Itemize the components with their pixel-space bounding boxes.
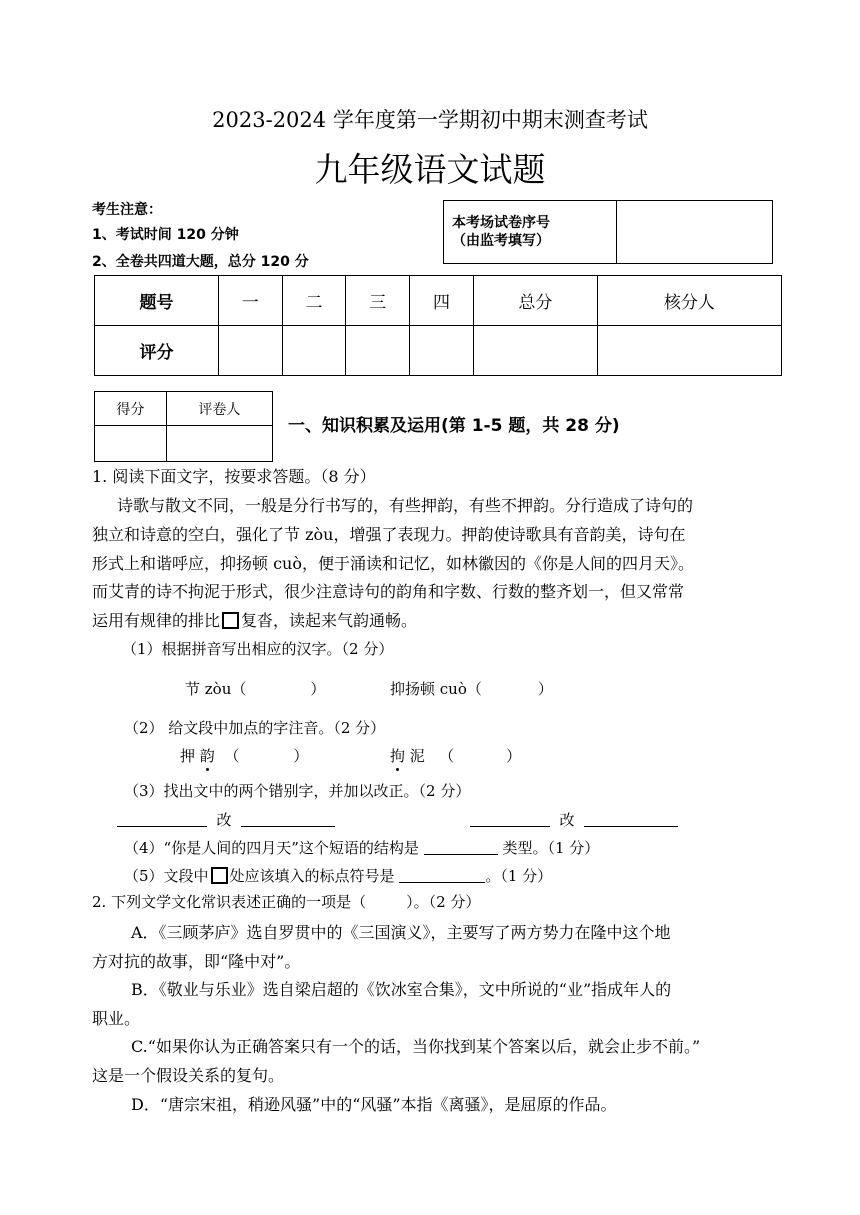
option-line: 这是一个假设关系的复句。 xyxy=(92,1066,285,1085)
sub-question xyxy=(124,838,599,858)
notice-item: 1、考试时间 120 分钟 xyxy=(92,227,239,243)
exam-subtitle: 2023-2024 学年度第一学期初中期末测查考试 xyxy=(212,108,648,132)
sub-question: （3）找出文中的两个错别字，并加以改正。（2 分） xyxy=(124,782,471,800)
option-line: B．《敬业与乐业》选自梁启超的《饮冰室合集》，文中所说的“业”指成年人的 xyxy=(131,980,672,999)
sub-question: （2） 给文段中加点的字注音。（2 分） xyxy=(124,719,386,737)
word-char: 泥 xyxy=(409,747,425,765)
question-stem-text: 2. 下列文学文化常识表述正确的一项是（ xyxy=(92,893,367,911)
paren-close: ） xyxy=(506,747,522,765)
paren-close: ） xyxy=(310,680,326,698)
page-title: 九年级语文试题 xyxy=(314,150,546,189)
notice-item: 2、全卷共四道大题，总分 120 分 xyxy=(92,254,309,270)
dotted-char: 韵 xyxy=(199,747,215,765)
passage-line: 独立和诗意的空白，强化了节 zòu，增强了表现力。押韵使诗歌具有音韵美，诗句在 xyxy=(92,525,686,544)
option-line: D．“唐宗宋祖，稍逊风骚”中的“风骚”本指《离骚》，是屈原的作品。 xyxy=(131,1095,617,1114)
passage-line-text: 运用有规律的排比 xyxy=(92,611,221,630)
score-cell[interactable] xyxy=(597,326,781,376)
pinyin-item xyxy=(185,679,325,699)
pinyin-label: 抑扬顿 cuò（ xyxy=(390,680,482,698)
answer-blank[interactable] xyxy=(117,826,207,827)
dotted-char: 拘 xyxy=(390,747,406,765)
option-line: C.“如果你认为正确答案只有一个的话，当你找到某个答案以后，就会止步不前。” xyxy=(131,1037,701,1056)
seat-number-field[interactable] xyxy=(617,201,773,264)
section-heading: 一、知识积累及运用(第 1-5 题，共 28 分) xyxy=(288,416,620,436)
answer-blank[interactable] xyxy=(399,882,485,883)
score-table-column: 总分 xyxy=(473,276,597,326)
passage-line: 诗歌与散文不同，一般是分行书写的，有些押韵，有些不押韵。分行造成了诗句的 xyxy=(117,496,694,515)
seat-number-label xyxy=(444,201,617,264)
option-line: 方对抗的故事，即“隆中对”。 xyxy=(92,952,301,971)
paren-open: （ xyxy=(224,747,240,765)
gai-label: 改 xyxy=(216,811,232,829)
score-table-column: 四 xyxy=(410,276,474,326)
paren-open: （ xyxy=(439,747,455,765)
paren-close: ） xyxy=(293,747,309,765)
question-stem: 1. 阅读下面文字，按要求答题。（8 分） xyxy=(92,467,376,486)
score-cell[interactable] xyxy=(218,326,282,376)
gai-label: 改 xyxy=(559,811,575,829)
score-table-column: 二 xyxy=(282,276,346,326)
blank-box xyxy=(211,867,228,884)
score-table-row-label: 评分 xyxy=(95,326,219,376)
sub-question-text: （5）文段中 xyxy=(124,867,209,885)
sub-question-text: 类型。（1 分） xyxy=(502,839,600,857)
score-table-column: 核分人 xyxy=(597,276,781,326)
seat-number-box xyxy=(443,200,773,264)
word-char: 押 xyxy=(180,747,196,765)
grader-box xyxy=(94,391,273,462)
score-cell[interactable] xyxy=(410,326,474,376)
option-line: 职业。 xyxy=(92,1009,141,1028)
passage-line: 形式上和谐呼应，抑扬顿 cuò，便于涌读和记忆，如林徽因的《你是人间的四月天》。 xyxy=(92,554,694,573)
grader-box-grader-field[interactable] xyxy=(166,426,272,462)
passage-line: 而艾青的诗不拘泥于形式，很少注意诗句的韵角和字数、行数的整齐划一，但又常常 xyxy=(92,582,685,601)
correction-row xyxy=(117,810,335,830)
answer-blank[interactable] xyxy=(241,826,335,827)
question-stem xyxy=(92,892,480,912)
score-table xyxy=(94,275,782,376)
sub-question xyxy=(124,866,552,886)
passage-line xyxy=(92,610,417,632)
score-cell[interactable] xyxy=(282,326,346,376)
paren-close: ） xyxy=(537,680,553,698)
sub-question: （1）根据拼音写出相应的汉字。（2 分） xyxy=(122,640,394,658)
pinyin-item xyxy=(390,679,553,699)
grader-box-score-label: 得分 xyxy=(95,392,167,426)
score-cell[interactable] xyxy=(473,326,597,376)
passage-line-text: 复沓，读起来气韵通畅。 xyxy=(241,611,418,630)
answer-blank[interactable] xyxy=(424,854,498,855)
notice-heading: 考生注意： xyxy=(92,202,162,218)
seat-number-label-line1: 本考场试卷序号 xyxy=(452,215,550,231)
correction-row xyxy=(470,810,678,830)
blank-box xyxy=(222,612,239,629)
sub-question-text: 。（1 分） xyxy=(485,867,553,885)
option-line: A．《三顾茅庐》选自罗贯中的《三国演义》，主要写了两方势力在隆中这个地 xyxy=(131,923,671,942)
answer-blank[interactable] xyxy=(470,826,550,827)
sub-question-text: （4）“你是人间的四月天”这个短语的结构是 xyxy=(124,839,419,857)
score-cell[interactable] xyxy=(346,326,410,376)
zhuyin-item xyxy=(180,746,308,766)
zhuyin-item xyxy=(390,746,521,766)
score-table-column: 三 xyxy=(346,276,410,326)
question-stem-text: ）。（2 分） xyxy=(406,893,481,911)
seat-number-label-line2: （由监考填写） xyxy=(452,233,550,249)
grader-box-grader-label: 评卷人 xyxy=(166,392,272,426)
sub-question-text: 处应该填入的标点符号是 xyxy=(229,867,395,885)
answer-blank[interactable] xyxy=(584,826,678,827)
grader-box-score-field[interactable] xyxy=(95,426,167,462)
score-table-column: 一 xyxy=(218,276,282,326)
score-table-header-label: 题号 xyxy=(95,276,219,326)
pinyin-label: 节 zòu（ xyxy=(185,680,247,698)
